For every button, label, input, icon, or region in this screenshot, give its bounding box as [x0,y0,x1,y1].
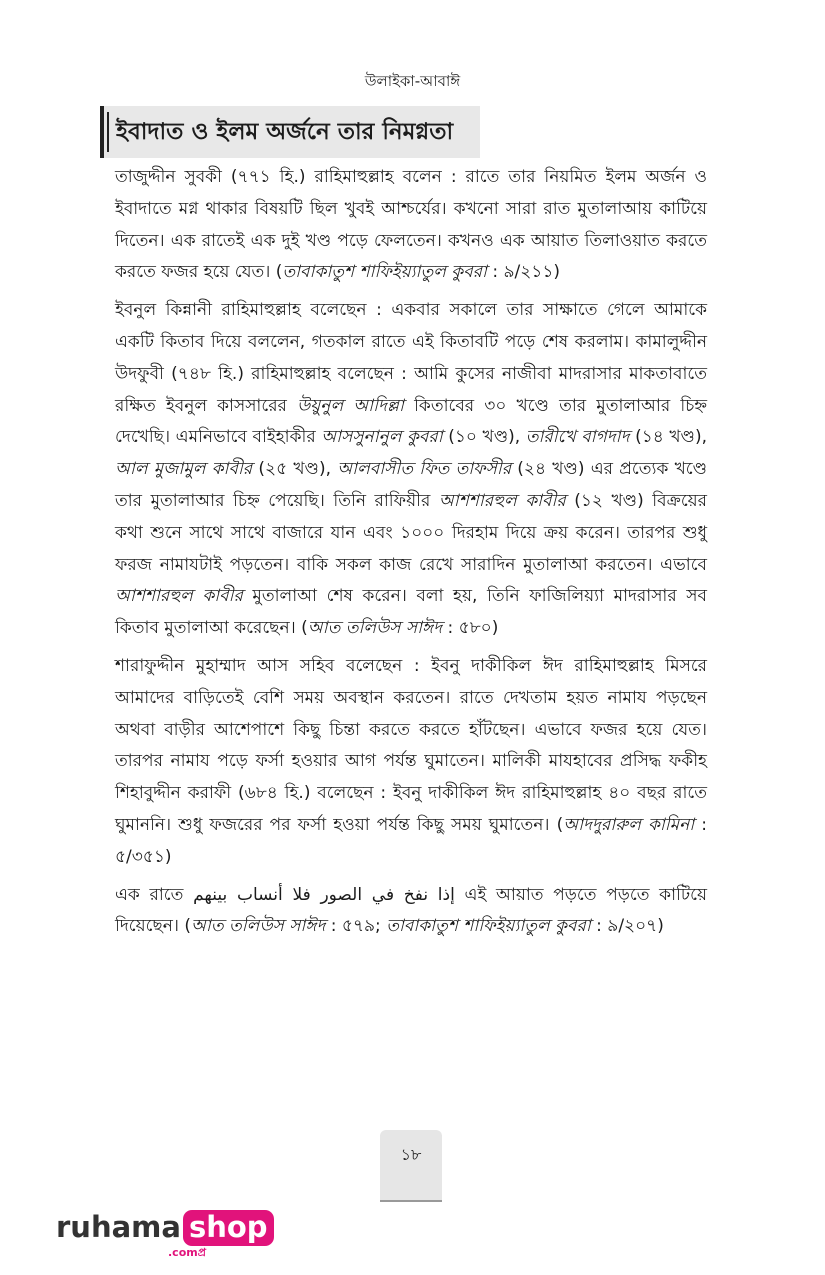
text-run: এই আয়াত পড়তে পড়তে কাটিয়ে দিয়েছেন। ( [115,884,707,937]
text-run: : ৯/২০৭) [590,916,664,937]
book-title: আলবাসীত ফিত তাফসীর [337,459,512,480]
text-run: তাজুদ্দীন সুবকী (৭৭১ হি.) রাহিমাহুল্লাহ বলেন : রাতে তার নিয়মিত ইলম অর্জন ও ইবাদাতে মগ্ন থাকার বিষয়টি ছিল খুবই আশ্চর্যের। কখনো সারা রাত মুতালাআয় কাটিয়ে দিতেন। এক রাতেই এক দুই খণ্ড পড়ে ফেলতেন। কখনও এক আয়াত তিলাওয়াত করতে করতে ফজর হয়ে যেত। ( [115,167,707,283]
text-run: শারাফুদ্দীন মুহাম্মাদ আস সহিব বলেছেন : ইবনু দাকীকিল ঈদ রাহিমাহুল্লাহ মিসরে আমাদের বাড়িতেই বেশি সময় অবস্থান করতেন। রাতে দেখতাম হয়ত নামায পড়ছেন অথবা বাড়ীর আশেপাশে কিছু চিন্তা করতে করতে হাঁটছেন। এভাবে ফজর হয়ে যেত। তারপর নামায পড়ে ফর্সা হওয়ার আগ পর্যন্ত ঘুমাতেন। মালিকী মাযহাবের প্রসিদ্ধ ফকীহ শিহাবুদ্দীন করাফী (৬৮৪ হি.) বলেছেন : ইবনু দাকীকিল ঈদ রাহিমাহুল্লাহ ৪০ বছর রাতে ঘুমাননি। শুধু ফজরের পর ফর্সা হওয়া পর্যন্ত কিছু সময় ঘুমাতেন। ( [115,655,707,835]
arabic-verse: إذا نفخ في الصور فلا أنساب بينهم [193,884,455,905]
ruhama-shop-logo [56,1210,274,1262]
text-run: ইবনুল কিন্নানী রাহিমাহুল্লাহ বলেছেন : একবার সকালে তার সাক্ষাতে গেলে আমাকে একটি কিতাব দিয়ে বললেন, গতকাল রাতে এই কিতাবটি পড়ে শেষ করলাম। কামালুদ্দীন উদফুবী (৭৪৮ হি.) রাহিমাহুল্লাহ বলেছেন : আমি কুসের নাজীবা মাদরাসার মাকতাবাতে রক্ষিত ইবনুল কাসসারের [115,300,707,416]
logo-word: ruhama [56,1210,181,1244]
citation-title: তাবাকাতুশ শাফিইয়্যাতুল কুবরা [386,916,591,937]
book-title: উয়ুনুল আদিল্লা [297,395,404,416]
text-run: কিতাবের ৩০ খণ্ডে তার মুতালাআর চিহ্ন দেখেছি। এমনিভাবে বাইহাকীর [115,395,708,448]
logo-sub: .comপ্র [168,1246,206,1259]
text-run: এক রাতে [115,884,194,905]
text-run: (১০ খণ্ড), [442,427,526,448]
text-run: (২৪ খণ্ড) এর প্রত্যেক খণ্ডে তার মুতালাআর চিহ্ন পেয়েছি। তিনি রাফিয়ীর [115,459,707,511]
heading-bar-thin [107,112,109,152]
logo-box: shop [183,1210,274,1246]
paragraph-3 [115,651,707,874]
heading-bar [100,106,104,158]
page-number: ১৮ [380,1130,442,1202]
section-title: ইবাদাত ও ইলম অর্জনে তার নিমগ্নতা [116,118,454,145]
text-run: (১৪ খণ্ড), [629,427,707,448]
text-run: : ৫/৩৫১) [115,814,707,867]
body-text [115,162,707,949]
paragraph-2 [115,295,707,645]
book-title: আসসুনানুল কুবরা [321,427,443,448]
paragraph-4 [115,880,707,944]
book-title: তারীখে বাগদাদ [525,427,630,448]
citation-title: আত তলিউস সাঈদ [191,916,326,937]
citation-title: আত তলিউস সাঈদ [307,618,443,639]
book-title: আশশারহুল কাবীর [115,586,243,607]
paragraph-1 [115,162,707,289]
text-run: : ৯/২১১) [486,262,560,283]
text-run: মুতালাআ শেষ করেন। বলা হয়, তিনি ফাজিলিয়্যা মাদরাসার সব কিতাব মুতালাআ করেছেন। ( [115,586,707,639]
text-run: (২৫ খণ্ড), [252,459,338,480]
citation-title: তাবাকাতুশ শাফিইয়্যাতুল কুবরা [282,262,487,283]
text-run: (১২ খণ্ড) বিক্রয়ের কথা শুনে সাথে সাথে বাজারে যান এবং ১০০০ দিরহাম দিয়ে ক্রয় করেন। তারপর শুধু ফরজ নামাযটাই পড়তেন। বাকি সকল কাজ রেখে সারাদিন মুতালাআ করতেন। এভাবে [115,490,708,575]
text-run: : ৫৭৯; [325,916,387,937]
running-head: উলাইকা-আবাঈ [364,72,461,90]
book-title: আশশারহুল কাবীর [438,490,566,511]
section-heading [100,106,480,158]
book-title: আল মুজামুল কাবীর [115,459,253,480]
text-run: : ৫৮০) [442,618,499,639]
citation-title: আদদুরারুল কামিনা [563,814,695,835]
